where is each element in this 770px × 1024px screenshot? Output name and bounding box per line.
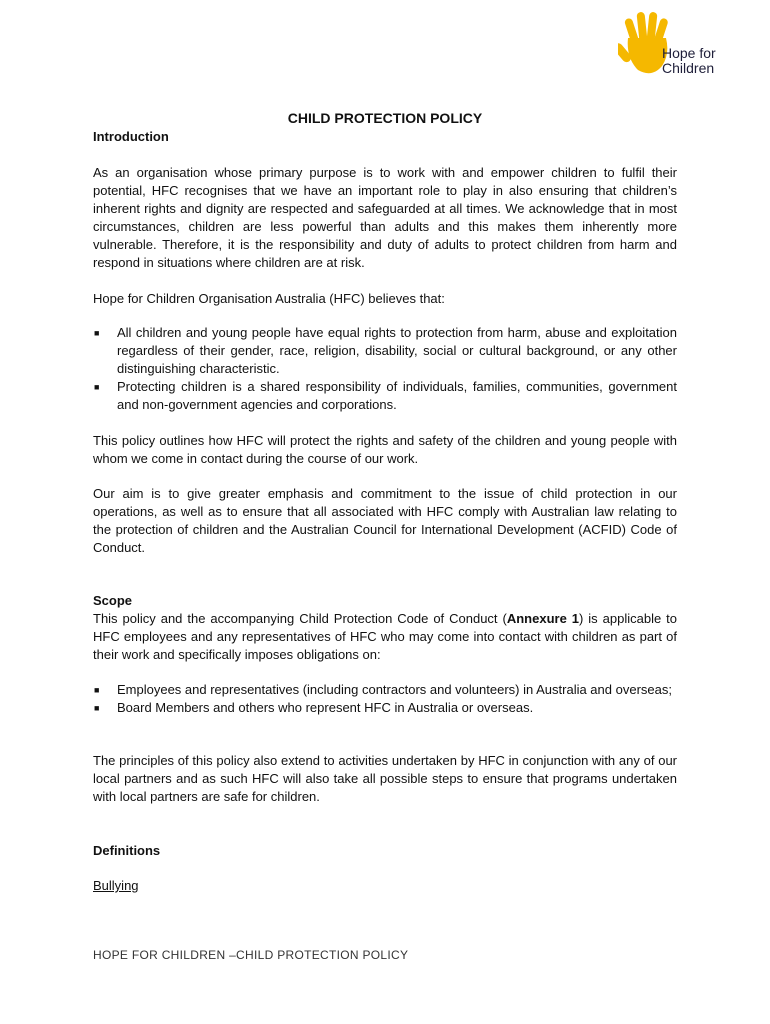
scope-paragraph-2: The principles of this policy also extend to activities undertaken by HFC in conjunction with any of our local partners and as such HFC will also take all possible steps to ensure that programs undertaken with local partners are safe for children. [93,753,677,804]
annexure-reference: Annexure 1 [506,611,579,626]
bullet-icon: ■ [94,328,100,338]
scope-p1-end: ) is applicable to HFC employees and any representatives of HFC who may come into contact with children as part of their work and specifically imposes obligations on: [93,611,677,662]
bullet-icon: ■ [94,382,100,392]
page-footer: HOPE FOR CHILDREN –CHILD PROTECTION POLICY [93,948,409,962]
bullet-icon: ■ [94,703,100,713]
page-title: CHILD PROTECTION POLICY [287,110,483,126]
intro-bullet-list [93,324,677,414]
bullet-icon: ■ [94,685,100,695]
intro-paragraph-1: As an organisation whose primary purpose is to work with and empower children to fulfil their potential, HFC recognises that we have an important role to play in also ensuring that children’s inherent rights and dignity are respected and safeguarded at all times. We acknowledge that in most circumstances, children are less powerful than adults and this makes them inherently more vulnerable. Therefore, it is the responsibility and duty of adults to protect children from harm and respond in situations where children are at risk. [93,165,677,270]
scope-bullet-list [93,681,677,717]
list-item [93,699,677,717]
logo-line-1: Hope for [662,45,716,61]
bullet-text: Employees and representatives (including contractors and volunteers) in Australia and overseas; [117,682,672,697]
list-item [93,378,677,414]
list-item [93,324,677,378]
intro-paragraph-3: This policy outlines how HFC will protect the rights and safety of the children and young people with whom we come in contact during the course of our work. [93,433,677,466]
definitions-heading: Definitions [93,843,161,858]
logo-line-2: Children [662,60,715,76]
logo-wordmark [662,46,716,76]
bullet-text: All children and young people have equal rights to protection from harm, abuse and exploitation regardless of their gender, race, religion, disability, social or cultural background, or any other distinguishing characteristic. [117,325,677,376]
definitions-subheading-row [93,877,677,895]
scope-p1-start: This policy and the accompanying Child Protection Code of Conduct ( [93,611,507,626]
scope-heading: Scope [93,593,133,608]
bullying-subheading: Bullying [93,878,139,893]
intro-heading: Introduction [93,129,169,144]
list-item [93,681,677,699]
bullet-text: Protecting children is a shared responsibility of individuals, families, communities, government and non-government agencies and corporations. [117,379,677,412]
scope-paragraph-1 [93,610,677,664]
hope-for-children-logo [618,8,748,84]
bullet-text: Board Members and others who represent HFC in Australia or overseas. [117,700,534,715]
intro-paragraph-4: Our aim is to give greater emphasis and commitment to the issue of child protection in our operations, as well as to ensure that all associated with HFC comply with Australian law relating to the protection of children and the Australian Council for International Development (ACFID) Code of Conduct. [93,486,677,555]
intro-paragraph-2: Hope for Children Organisation Australia (HFC) believes that: [93,291,445,306]
